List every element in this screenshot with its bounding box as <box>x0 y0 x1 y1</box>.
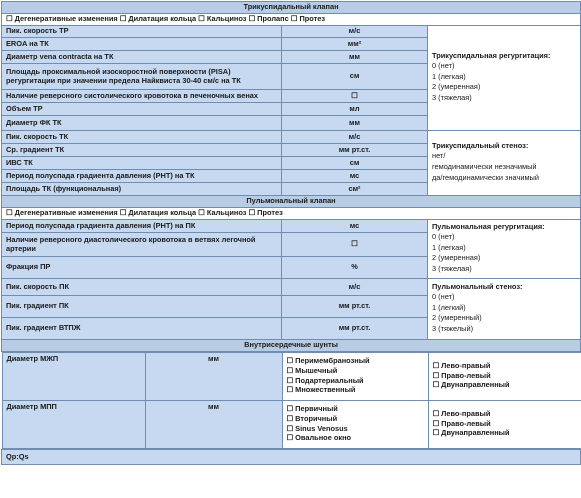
vsd-type-option[interactable]: ☐ Множественный <box>286 385 356 395</box>
tr-peak-velocity-label: Пик. скорость ТР <box>2 26 282 38</box>
asd-type-option[interactable]: ☐ Овальное окно <box>286 433 352 443</box>
shunt-row-vsd <box>2 352 581 450</box>
tk-mean-gradient-unit[interactable]: мм рт.ст. <box>282 144 428 157</box>
pulmonary-options[interactable]: ☐ Дегенеративные изменения ☐ Дилатация кольца ☐ Кальциноз ☐ Протез <box>2 208 581 220</box>
pr-fraction-unit[interactable]: % <box>282 257 428 279</box>
shunts-section-title: Внутрисердечные шунты <box>2 340 581 352</box>
vena-contracta-unit[interactable]: мм <box>282 51 428 64</box>
tk-pht-label: Период полуспада градиента давления (РНТ) на ТК <box>2 170 282 183</box>
tricuspid-regurgitation-option[interactable]: 0 (нет) <box>432 61 455 71</box>
tk-mean-gradient-label: Ср. градиент ТК <box>2 144 282 157</box>
tk-ivs-unit[interactable]: см <box>282 157 428 170</box>
vsd-direction-option[interactable]: ☐ Двунаправленный <box>432 380 510 390</box>
tricuspid-regurgitation-option[interactable]: 2 (умеренная) <box>432 82 481 92</box>
tricuspid-stenosis-option[interactable]: гемодинамически незначимый <box>432 162 537 171</box>
asd-type-option[interactable]: ☐ Первичный <box>286 404 338 414</box>
rvot-peak-gradient-unit[interactable]: мм рт.ст. <box>282 318 428 340</box>
tricuspid-stenosis-title: Трикуспидальный стеноз: <box>432 140 529 150</box>
vena-contracta-label: Диаметр vena contracta на ТК <box>2 51 282 64</box>
echo-form-table <box>1 1 581 465</box>
tricuspid-section-title: Трикуспидальный клапан <box>2 2 581 14</box>
vsd-type-options[interactable] <box>282 353 428 401</box>
pulmonary-regurgitation-option[interactable]: 1 (легкая) <box>432 242 466 252</box>
vsd-type-option[interactable]: ☐ Перимембранозный <box>286 356 370 366</box>
vsd-diameter-label: Диаметр МЖП <box>2 353 145 401</box>
tk-peak-velocity-label: Пик. скорость ТК <box>2 131 282 144</box>
pk-pht-label: Период полуспада градиента давления (РНТ) на ПК <box>2 220 282 233</box>
rvot-peak-gradient-label: Пик. градиент ВТПЖ <box>2 318 282 340</box>
pulmonary-regurgitation-option[interactable]: 2 (умеренная) <box>432 253 481 263</box>
tricuspid-stenosis-option[interactable]: да/гемодинамически значимый <box>432 172 539 182</box>
tricuspid-stenosis-panel[interactable] <box>428 131 581 196</box>
tr-volume-unit[interactable]: мл <box>282 103 428 116</box>
hepatic-reverse-flow-label: Наличие реверсного систолического кровотока в печеночных венах <box>2 90 282 103</box>
tricuspid-regurgitation-option[interactable]: 3 (тяжелая) <box>432 92 472 102</box>
pk-peak-velocity-unit[interactable]: м/с <box>282 279 428 296</box>
tricuspid-options[interactable]: ☐ Дегенеративные изменения ☐ Дилатация кольца ☐ Кальциноз ☐ Пролапс ☐ Протез <box>2 14 581 26</box>
pulmonary-regurgitation-panel[interactable] <box>428 220 581 279</box>
asd-direction-option[interactable]: ☐ Двунаправленный <box>432 428 510 438</box>
hepatic-reverse-flow-checkbox[interactable]: ☐ <box>282 90 428 103</box>
pk-peak-velocity-label: Пик. скорость ПК <box>2 279 282 296</box>
pr-fraction-label: Фракция ПР <box>2 257 282 279</box>
tr-volume-label: Объем ТР <box>2 103 282 116</box>
asd-direction-option[interactable]: ☐ Право-левый <box>432 418 491 428</box>
vsd-diameter-unit[interactable]: мм <box>145 353 282 401</box>
asd-type-option[interactable]: ☐ Sinus Venosus <box>286 423 348 433</box>
vsd-type-option[interactable]: ☐ Мышечный <box>286 365 338 375</box>
tr-peak-velocity-unit[interactable]: м/с <box>282 26 428 38</box>
tk-area-unit[interactable]: см² <box>282 183 428 196</box>
vsd-direction-option[interactable]: ☐ Лево-правый <box>432 361 491 371</box>
tk-annulus-diameter-unit[interactable]: мм <box>282 116 428 131</box>
vsd-direction-options[interactable] <box>428 353 581 401</box>
tricuspid-regurgitation-option[interactable]: 1 (легкая) <box>432 71 466 81</box>
pisa-unit[interactable]: см <box>282 64 428 90</box>
eroa-tk-label: EROA на ТК <box>2 38 282 51</box>
pk-peak-gradient-unit[interactable]: мм рт.ст. <box>282 296 428 318</box>
qp-qs-label[interactable]: Qp:Qs <box>2 450 581 465</box>
pulmonary-regurgitation-title: Пульмональная регургитация: <box>432 221 545 231</box>
tk-area-label: Площадь ТК (функциональная) <box>2 183 282 196</box>
eroa-tk-unit[interactable]: мм² <box>282 38 428 51</box>
tk-pht-unit[interactable]: мс <box>282 170 428 183</box>
asd-direction-options[interactable] <box>428 401 581 449</box>
pk-peak-gradient-label: Пик. градиент ПК <box>2 296 282 318</box>
asd-type-options[interactable] <box>282 401 428 449</box>
pulmonary-stenosis-title: Пульмональный стеноз: <box>432 281 523 291</box>
vsd-type-option[interactable]: ☐ Подартериальный <box>286 375 364 385</box>
tk-annulus-diameter-label: Диаметр ФК ТК <box>2 116 282 131</box>
pisa-label: Площадь проксимальной изоскоростной поверхности (PISA) регургитации при значении предела Найквиста 30-40 см/с на ТК <box>2 64 282 90</box>
asd-diameter-unit[interactable]: мм <box>145 401 282 449</box>
asd-direction-option[interactable]: ☐ Лево-правый <box>432 409 491 419</box>
tricuspid-stenosis-option[interactable]: нет/ <box>432 151 446 161</box>
pulmonary-stenosis-option[interactable]: 0 (нет) <box>432 292 455 302</box>
vsd-direction-option[interactable]: ☐ Право-левый <box>432 370 491 380</box>
asd-diameter-label: Диаметр МПП <box>2 401 145 449</box>
tricuspid-regurgitation-title: Трикуспидальная регургитация: <box>432 50 551 60</box>
pulmonary-stenosis-panel[interactable] <box>428 279 581 340</box>
pulmonary-regurgitation-option[interactable]: 3 (тяжелая) <box>432 263 472 273</box>
pulmonary-regurgitation-option[interactable]: 0 (нет) <box>432 232 455 242</box>
pulmonary-stenosis-option[interactable]: 2 (умеренный) <box>432 313 482 323</box>
asd-type-option[interactable]: ☐ Вторичный <box>286 413 338 423</box>
tk-ivs-label: ИВС ТК <box>2 157 282 170</box>
pulmonary-reverse-flow-label: Наличие реверсного диастолического кровотока в ветвях легочной артерии <box>2 233 282 257</box>
pulmonary-stenosis-option[interactable]: 3 (тяжелый) <box>432 323 474 333</box>
pulmonary-reverse-flow-checkbox[interactable]: ☐ <box>282 233 428 257</box>
tricuspid-regurgitation-panel[interactable] <box>428 26 581 131</box>
pulmonary-section-title: Пульмональный клапан <box>2 196 581 208</box>
pulmonary-stenosis-option[interactable]: 1 (легкий) <box>432 302 466 312</box>
pk-pht-unit[interactable]: мс <box>282 220 428 233</box>
tk-peak-velocity-unit[interactable]: м/с <box>282 131 428 144</box>
